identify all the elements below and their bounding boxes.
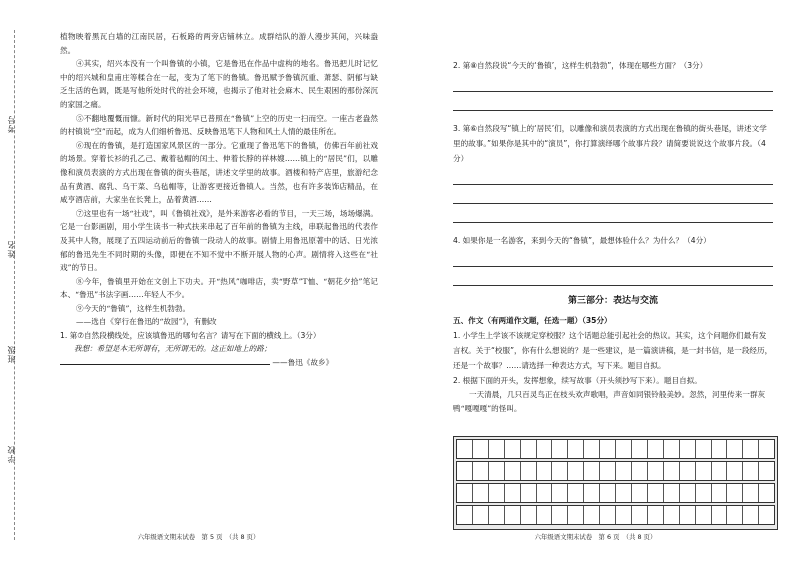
answer-line[interactable] <box>453 96 773 111</box>
question-1-answer-text: 我想：希望是本无所谓有，无所谓无的。这正如地上的路； <box>74 344 272 354</box>
passage-paragraph: ⑥现在的鲁镇，是打造国家风景区的一部分。它重现了鲁迅笔下的鲁镇，仿佛百年前社戏的场景。穿着长衫的孔乙己、戴着毡帽的闰土、伸着长脖的祥林嫂……镇上的“居民”们，以雕像和演员表演的方式出现在鲁镇的街头巷尾，讲述文学里的故事。酒楼和特产店里，旅游纪念品有黄酒、腐乳、乌干菜、乌毡帽等，让游客更接近鲁镇人。当然，也有许多装饰店精品，在咸亨酒店前，大家坐在长凳上，品着黄酒…… <box>60 140 378 205</box>
answer-line[interactable] <box>453 252 773 267</box>
grid-row <box>456 483 775 503</box>
grid-cell[interactable] <box>616 506 632 524</box>
grid-cell[interactable] <box>584 484 600 502</box>
grid-cell[interactable] <box>584 506 600 524</box>
essay-heading: 五、作文（有两道作文题，任选一题）（35分） <box>453 316 612 325</box>
grid-cell[interactable] <box>457 484 473 502</box>
grid-cell[interactable] <box>473 440 489 458</box>
grid-cell[interactable] <box>632 440 648 458</box>
grid-cell[interactable] <box>457 506 473 524</box>
answer-line[interactable] <box>453 170 773 185</box>
grid-cell[interactable] <box>552 462 568 480</box>
grid-cell[interactable] <box>552 484 568 502</box>
grid-row <box>456 505 775 525</box>
grid-cell[interactable] <box>680 506 696 524</box>
grid-cell[interactable] <box>712 506 728 524</box>
gutter-label-class: 班级 <box>7 345 16 363</box>
grid-cell[interactable] <box>664 462 680 480</box>
binding-gutter <box>0 0 42 561</box>
grid-cell[interactable] <box>664 506 680 524</box>
grid-cell[interactable] <box>568 484 584 502</box>
question-4: 4. 如果你是一名游客，来到今天的“鲁镇”，最想体验什么？为什么？（4分） <box>453 236 711 245</box>
grid-cell[interactable] <box>521 462 537 480</box>
grid-cell[interactable] <box>505 440 521 458</box>
question-1: 1. 第⑦自然段横线处，应该填鲁迅的哪句名言？请写在下面的横线上。（3分） <box>60 331 321 341</box>
grid-cell[interactable] <box>648 440 664 458</box>
grid-cell[interactable] <box>680 440 696 458</box>
grid-cell[interactable] <box>489 440 505 458</box>
grid-row <box>456 461 775 481</box>
grid-cell[interactable] <box>568 440 584 458</box>
grid-cell[interactable] <box>648 506 664 524</box>
grid-cell[interactable] <box>632 484 648 502</box>
reading-passage <box>60 30 378 369</box>
answer-line[interactable] <box>453 189 773 204</box>
question-1-source: ——鲁迅《故乡》 <box>272 358 334 368</box>
grid-cell[interactable] <box>489 484 505 502</box>
grid-cell[interactable] <box>696 506 712 524</box>
writing-grid-frame <box>453 436 778 530</box>
grid-cell[interactable] <box>505 462 521 480</box>
grid-cell[interactable] <box>712 462 728 480</box>
grid-cell[interactable] <box>648 484 664 502</box>
passage-credit: ——选自《穿行在鲁迅的“故园”》，有删改 <box>76 317 217 327</box>
section-title: 第三部分：表达与交流 <box>567 296 658 306</box>
grid-cell[interactable] <box>505 506 521 524</box>
grid-cell[interactable] <box>457 462 473 480</box>
grid-cell[interactable] <box>664 484 680 502</box>
grid-cell[interactable] <box>743 462 759 480</box>
right-page <box>397 0 794 561</box>
passage-paragraph: 植物映着黑瓦白墙的江南民居，石板路的两旁店铺林立。成群结队的游人漫步其间，兴味盎然。 <box>60 32 378 55</box>
passage-paragraph: ⑤不翻地覆慨而慷。新时代的阳光早已普照在“鲁镇”上空的历史一扫而空。一座古老盎然的村镇说“空”而起，成为人们细析鲁迅、反映鲁迅笔下人物和风土人情的最佳所在。 <box>60 113 378 137</box>
grid-cell[interactable] <box>743 506 759 524</box>
writing-grid[interactable] <box>453 436 778 530</box>
answer-line[interactable] <box>453 208 773 223</box>
grid-cell[interactable] <box>759 462 774 480</box>
grid-cell[interactable] <box>696 484 712 502</box>
grid-cell[interactable] <box>680 484 696 502</box>
passage-paragraph: ⑦这里也有一场“社戏”，叫《鲁镇社戏》，是外来游客必看的节目，一天三场，场场爆满。它是一台影画剧，用小学生读书一种式扶来串起了百年前的鲁镇为主线，串联起鲁迅的代表作及其中人物，展现了五四运动前后的鲁镇一段动人的故事。剧情上用鲁迅原著中的话、日光浓郁的鲁迅先生不同时期的头像，即便在不知不觉中不断开展人物的心声。剧情将入这些在“社戏”的节日。 <box>60 208 378 273</box>
grid-cell[interactable] <box>584 462 600 480</box>
question-1-answer-line[interactable] <box>60 355 378 369</box>
answer-line[interactable] <box>453 271 773 286</box>
gutter-label-school: 学校 <box>7 445 16 463</box>
grid-cell[interactable] <box>759 440 774 458</box>
answer-underline[interactable] <box>60 355 270 365</box>
grid-cell[interactable] <box>616 440 632 458</box>
grid-cell[interactable] <box>664 440 680 458</box>
grid-cell[interactable] <box>457 440 473 458</box>
grid-cell[interactable] <box>537 462 553 480</box>
gutter-label-exam-number: 考号 <box>7 115 16 133</box>
gutter-label-name: 姓名 <box>7 240 16 258</box>
essay-option-2: 2. 根据下面的开头，发挥想象，续写故事（开头须抄写下来）。题目自拟。 <box>453 376 702 385</box>
grid-cell[interactable] <box>743 484 759 502</box>
page-footer-right: 六年级语文期末试卷 第 6 页 （共 8 页） <box>534 533 657 541</box>
grid-cell[interactable] <box>632 506 648 524</box>
grid-row <box>456 439 775 459</box>
grid-cell[interactable] <box>727 462 743 480</box>
grid-cell[interactable] <box>568 506 584 524</box>
essay-option-1: 1. 小学生上学该不该规定穿校服？这个话题总能引起社会的热议。其实，这个问题你们最有发言权。关于“校服”，你有什么想说的？是一些建议，是一篇演讲稿，是一封书信，是一段经历，还是一个故事？……请选择一种表达方式，写下来。题目自拟。 <box>453 331 773 370</box>
grid-cell[interactable] <box>759 506 774 524</box>
grid-cell[interactable] <box>616 484 632 502</box>
grid-cell[interactable] <box>696 462 712 480</box>
page-footer-left: 六年级语文期末试卷 第 5 页 （共 8 页） <box>137 533 260 541</box>
grid-cell[interactable] <box>521 506 537 524</box>
grid-cell[interactable] <box>489 462 505 480</box>
grid-cell[interactable] <box>616 462 632 480</box>
grid-cell[interactable] <box>489 506 505 524</box>
grid-cell[interactable] <box>473 462 489 480</box>
passage-paragraph: ⑧今年，鲁镇里开始在文创上下功夫。开“热风”咖啡店，卖“野草”T恤、“朝花夕拾”笔记本、“鲁迅”书法字画……年轻人不少。 <box>60 276 378 300</box>
grid-cell[interactable] <box>473 484 489 502</box>
questions-column <box>453 58 773 416</box>
grid-cell[interactable] <box>600 484 616 502</box>
grid-cell[interactable] <box>600 506 616 524</box>
grid-cell[interactable] <box>727 440 743 458</box>
question-1-answer[interactable] <box>60 342 378 355</box>
grid-cell[interactable] <box>505 484 521 502</box>
grid-cell[interactable] <box>712 484 728 502</box>
grid-cell[interactable] <box>521 440 537 458</box>
question-2: 2. 第⑧自然段说“今天的‘鲁镇’，这样生机勃勃”，体现在哪些方面？（3分） <box>453 61 708 70</box>
grid-cell[interactable] <box>537 440 553 458</box>
passage-paragraph: ④其实，绍兴本没有一个叫鲁镇的小镇，它是鲁迅在作品中虚构的地名。鲁迅把儿时记忆中的绍兴城和皇甫庄等糅合在一起，变为了笔下的鲁镇。鲁迅赋予鲁镇沉重、萧瑟、阴郁与缺乏生活的色调，既是写他所处时代的社会环境，也揭示了他对社会麻木、民生艰困的那份深沉的家国之痛。 <box>60 59 378 109</box>
passage-paragraph: ⑨今天的“鲁镇”，这样生机勃勃。 <box>76 303 191 313</box>
grid-cell[interactable] <box>696 440 712 458</box>
grid-cell[interactable] <box>600 440 616 458</box>
grid-cell[interactable] <box>600 462 616 480</box>
grid-cell[interactable] <box>632 462 648 480</box>
grid-cell[interactable] <box>473 506 489 524</box>
grid-cell[interactable] <box>537 484 553 502</box>
grid-cell[interactable] <box>552 440 568 458</box>
grid-cell[interactable] <box>680 462 696 480</box>
binding-line <box>14 30 16 540</box>
grid-cell[interactable] <box>727 506 743 524</box>
grid-cell[interactable] <box>521 484 537 502</box>
answer-line[interactable] <box>453 77 773 92</box>
grid-cell[interactable] <box>537 506 553 524</box>
grid-cell[interactable] <box>712 440 728 458</box>
grid-cell[interactable] <box>552 506 568 524</box>
essay-opening-prompt: 一天清晨，几只百灵鸟正在枝头欢声歌唱，声音如同银铃般美妙。忽然，河里传来一群灰鸭“嘎嘎嘎”的怪叫。 <box>453 390 766 413</box>
grid-cell[interactable] <box>584 440 600 458</box>
grid-cell[interactable] <box>648 462 664 480</box>
question-3: 3. 第⑥自然段写“镇上的‘居民’们，以雕像和演员表演的方式出现在鲁镇的街头巷尾，讲述文学里的故事。”如果你是其中的“演员”，你打算演绎哪个故事片段？请简要说说这个故事片段。（4分） <box>453 124 767 163</box>
grid-cell[interactable] <box>759 484 774 502</box>
grid-cell[interactable] <box>743 440 759 458</box>
grid-cell[interactable] <box>568 462 584 480</box>
grid-cell[interactable] <box>727 484 743 502</box>
